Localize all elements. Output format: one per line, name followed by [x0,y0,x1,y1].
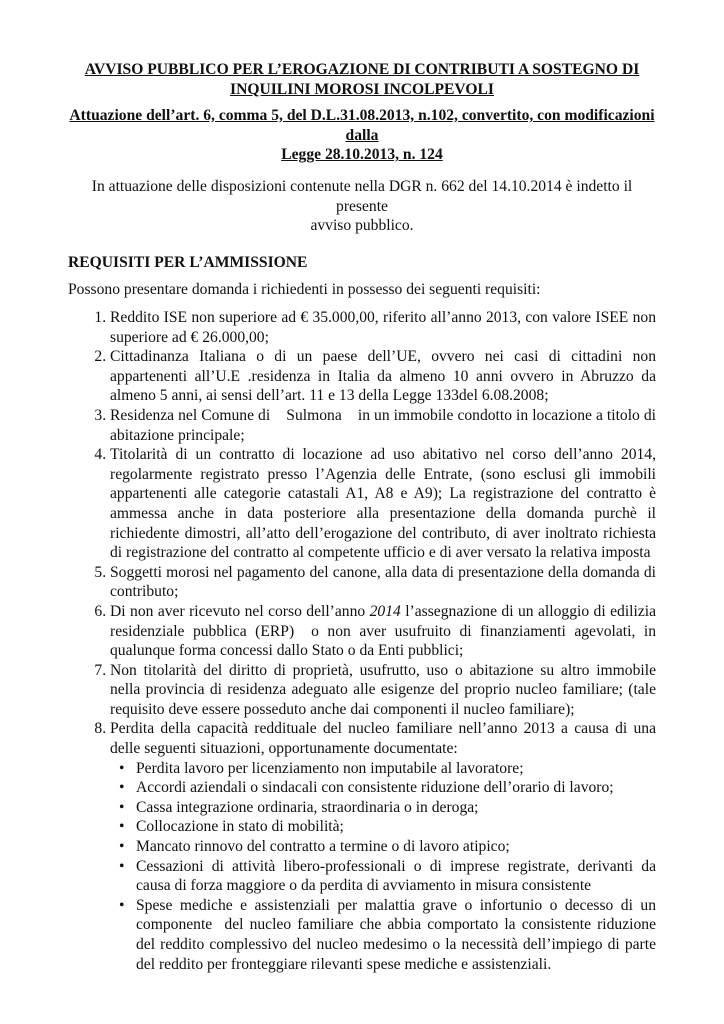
requirement-text: Di non aver ricevuto nel corso dell’anno [110,602,370,620]
document-title [60,60,664,99]
requirement-item: 5. Soggetti morosi nel pagamento del canone, alla data di presentazione della domanda di contributo; [110,563,656,602]
requirement-item [110,719,656,974]
section-heading: REQUISITI PER L’AMMISSIONE [68,254,308,271]
lead-paragraph: Possono presentare domanda i richiedenti in possesso dei seguenti requisiti: [68,281,541,298]
situations-list [110,759,656,975]
situation-item: • Cassa integrazione ordinaria, straordinaria o in deroga; [136,798,656,818]
intro-line-1: In attuazione delle disposizioni contenute nella DGR n. 662 del 14.10.2014 è indetto il presente [91,178,633,215]
situation-item: • Cessazioni di attività libero-professionali o di imprese registrate, derivanti da causa di forza maggiore o da perdita di avviamento in misura consistente [136,857,656,896]
requirement-text: Perdita della capacità reddituale del nucleo familiare nell’anno 2013 a causa di una delle seguenti situazioni, opportunamente documentate: [110,720,656,758]
requirements-list [68,308,656,974]
title-line-1: AVVISO PUBBLICO PER L’EROGAZIONE DI CONTRIBUTI A SOSTEGNO DI [84,61,640,78]
document-subtitle [60,106,664,165]
situation-item: • Accordi aziendali o sindacali con consistente riduzione dell’orario di lavoro; [136,778,656,798]
requirement-item: 3. Residenza nel Comune di Sulmona in un immobile condotto in locazione a titolo di abitazione principale; [110,406,656,445]
situation-item: • Collocazione in stato di mobilità; [136,817,656,837]
requirement-item: 7. Non titolarità del diritto di proprietà, usufrutto, uso o abitazione su altro immobile nella provincia di residenza adeguato alle esigenze del proprio nucleo familiare; (tale requisito deve essere posseduto anche dai componenti il nucleo familiare); [110,661,656,720]
requirement-item [110,602,656,661]
intro-paragraph [68,177,656,236]
requirement-item: 1. Reddito ISE non superiore ad € 35.000,00, riferito all’anno 2013, con valore ISEE non superiore ad € 26.000,00; [110,308,656,347]
title-line-2: INQUILINI MOROSI INCOLPEVOLI [230,80,494,98]
subtitle-line-2: Legge 28.10.2013, n. 124 [281,146,443,164]
situation-item: • Spese mediche e assistenziali per malattia grave o infortunio o decesso di un componente del nucleo familiare che abbia comportato la consistente riduzione del reddito complessivo del nucleo medesimo o la necessità dell’impiego di parte del reddito per fronteggiare rilevanti spese mediche e assistenziali. [136,896,656,974]
requirement-text: l’assegnazione di un alloggio di edilizia residenziale pubblica (ERP) o non aver usufruito di finanziamenti agevolati, in qualunque forma concessi dallo Stato o da Enti pubblici; [110,602,656,660]
intro-line-2: avviso pubblico. [310,217,414,235]
situation-item: • Mancato rinnovo del contratto a termine o di lavoro atipico; [136,837,656,857]
requirement-item: 4. Titolarità di un contratto di locazione ad uso abitativo nel corso dell’anno 2014, regolarmente registrato presso l’Agenzia delle Entrate, (sono esclusi gli immobili appartenenti alle categorie catastali A1, A8 e A9); La registrazione del contratto è ammessa anche in data posteriore alla presentazione della domanda purchè il richiedente dimostri, all’atto dell’erogazione del contributo, di aver inoltrato richiesta di registrazione del contratto al competente ufficio e di aver versato la relativa imposta [110,445,656,563]
situation-item: • Perdita lavoro per licenziamento non imputabile al lavoratore; [136,759,656,779]
requirement-item: 2. Cittadinanza Italiana o di un paese dell’UE, ovvero nei casi di cittadini non appartenenti all’U.E .residenza in Italia da almeno 10 anni ovvero in Abruzzo da almeno 5 anni, ai sensi dell’art. 11 e 13 della Legge 133del 6.08.2008; [110,347,656,406]
requirement-year: 2014 [369,602,401,620]
subtitle-line-1: Attuazione dell’art. 6, comma 5, del D.L.31.08.2013, n.102, convertito, con modificazioni dalla [69,107,655,144]
